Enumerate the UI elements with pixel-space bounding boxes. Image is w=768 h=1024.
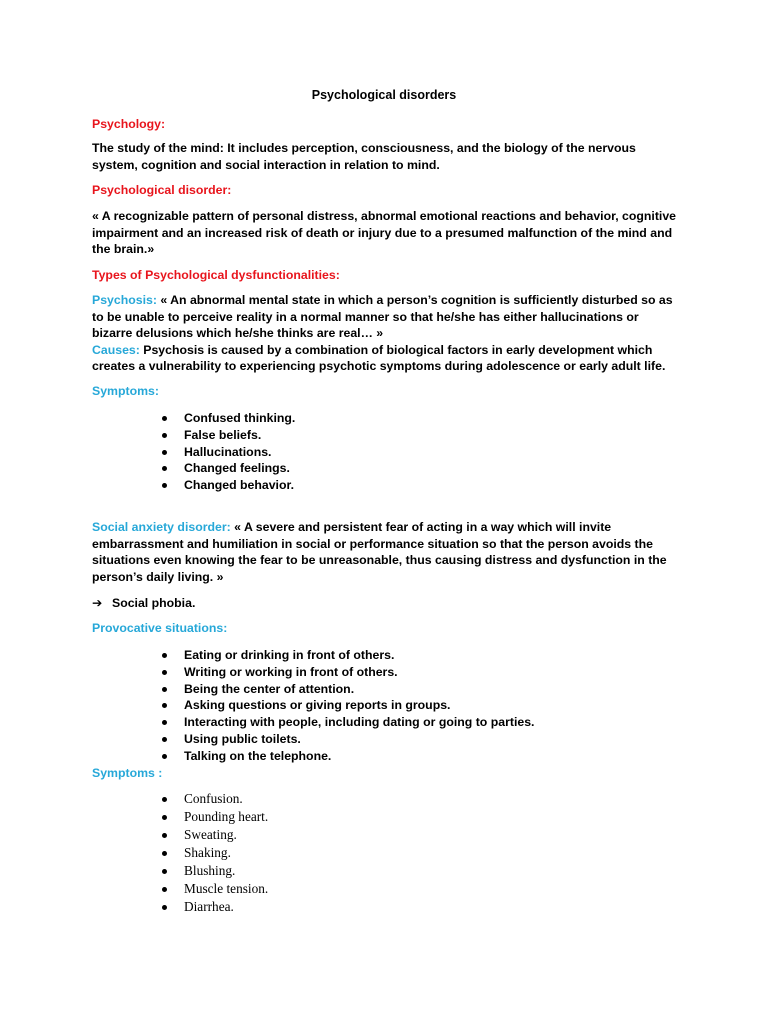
list-item: Diarrhea. [160, 898, 268, 916]
page-title: Psychological disorders [311, 88, 457, 102]
list-item: False beliefs. [160, 427, 295, 444]
list-item: Talking on the telephone. [160, 748, 534, 765]
psychosis-label: Psychosis: [92, 293, 157, 307]
psychology-heading [92, 116, 682, 133]
psychology-definition: The study of the mind: It includes perception, consciousness, and the biology of the nervous system, cognition and social interaction in relation to mind. [92, 141, 636, 172]
list-item: Hallucinations. [160, 444, 295, 461]
psychosis-paragraph [92, 292, 682, 375]
provocative-heading-text: Provocative situations: [92, 621, 228, 635]
list-item: Eating or drinking in front of others. [160, 647, 534, 664]
list-item: Being the center of attention. [160, 681, 534, 698]
list-item: Pounding heart. [160, 808, 268, 826]
list-item: Shaking. [160, 844, 268, 862]
social-anxiety-definition: « A severe and persistent fear of acting in a way which will invite embarrassment and humiliation in social or performance situation so that the person avoids the situations even knowing the fear to be unreasonable, thus causing distress and dysfunction in the person’s daily living. » [92, 520, 667, 584]
list-item: Muscle tension. [160, 880, 268, 898]
social-symptoms-list [160, 790, 268, 916]
right-arrow-icon: ➔ [92, 596, 103, 610]
social-anxiety-label: Social anxiety disorder: [92, 520, 231, 534]
list-item: Confusion. [160, 790, 268, 808]
list-item: Using public toilets. [160, 731, 534, 748]
list-item: Asking questions or giving reports in groups. [160, 697, 534, 714]
list-item: Blushing. [160, 862, 268, 880]
list-item: Sweating. [160, 826, 268, 844]
disorder-heading [92, 182, 682, 199]
types-heading-text: Types of Psychological dysfunctionalities: [92, 268, 340, 282]
social-symptoms-heading-text: Symptoms : [92, 766, 163, 780]
psychosis-symptoms-list [160, 410, 295, 494]
list-item: Changed behavior. [160, 477, 295, 494]
disorder-heading-text: Psychological disorder: [92, 183, 232, 197]
list-item: Interacting with people, including dating or going to parties. [160, 714, 534, 731]
social-phobia-text: Social phobia. [112, 596, 196, 610]
provocative-heading [92, 620, 682, 637]
psychosis-symptoms-heading [92, 383, 682, 400]
disorder-definition: « A recognizable pattern of personal distress, abnormal emotional reactions and behavior, cognitive impairment and an increased risk of death or injury due to a presumed malfunction of the mind and the brain.» [92, 209, 677, 256]
list-item: Confused thinking. [160, 410, 295, 427]
list-item: Writing or working in front of others. [160, 664, 534, 681]
types-heading [92, 267, 682, 284]
psychosis-symptoms-heading-text: Symptoms: [92, 384, 159, 398]
provocative-list [160, 647, 534, 765]
list-item: Changed feelings. [160, 460, 295, 477]
social-symptoms-heading [92, 765, 682, 782]
causes-label: Causes: [92, 342, 140, 357]
psychosis-definition: « An abnormal mental state in which a person’s cognition is sufficiently disturbed so as to be unable to perceive reality in a normal manner so that he/she has either hallucinations or bizarre delusions which he/she thinks are real… » [92, 293, 673, 340]
social-anxiety-paragraph [92, 519, 682, 585]
social-phobia-line [92, 595, 195, 612]
causes-text: Psychosis is caused by a combination of biological factors in early development which creates a vulnerability to experiencing psychotic symptoms during adolescence or early adult life. [92, 342, 666, 373]
psychology-heading-text: Psychology: [92, 117, 166, 131]
